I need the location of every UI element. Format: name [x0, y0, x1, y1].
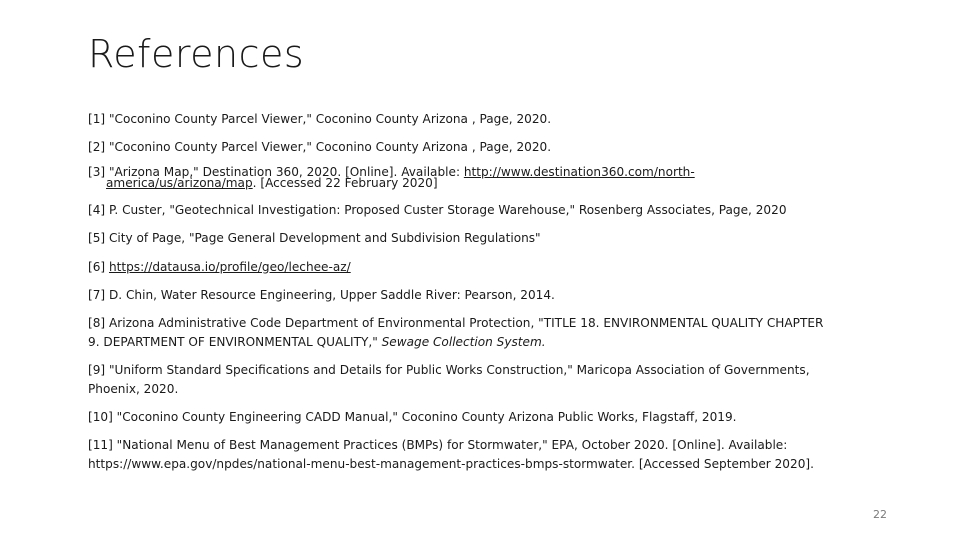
reference-item-7: [7] D. Chin, Water Resource Engineering, Upper Saddle River: Pearson, 2014.: [88, 288, 555, 303]
reference-item-10: [10] "Coconino County Engineering CADD Manual," Coconino County Arizona Public Works, Flagstaff, 2019.: [88, 410, 737, 425]
reference-6-prefix: [6]: [88, 259, 109, 274]
page-number: 22: [873, 508, 887, 521]
reference-item-3: [88, 164, 828, 191]
reference-item-11: [11] "National Menu of Best Management Practices (BMPs) for Stormwater," EPA, October 2020. [Online]. Available: https://www.epa.gov/npdes/national-menu-best-management-practices-bmps-stormwater. [Accessed September 2020].: [88, 438, 814, 471]
reference-list: [88, 110, 828, 483]
reference-8-text: [8] Arizona Administrative Code Department of Environmental Protection, "TITLE 18. ENVIRONMENTAL QUALITY CHAPTER 9. DEPARTMENT OF ENVIRONMENTAL QUALITY,": [88, 316, 824, 349]
reference-item-8: [88, 314, 828, 351]
reference-item-2: [2] "Coconino County Parcel Viewer," Coconino County Arizona , Page, 2020.: [88, 140, 552, 155]
reference-6-link[interactable]: https://datausa.io/profile/geo/lechee-az/: [108, 259, 351, 274]
reference-item-4: [4] P. Custer, "Geotechnical Investigation: Proposed Custer Storage Warehouse," Rosenberg Associates, Page, 2020: [88, 202, 787, 217]
reference-item-5: [5] City of Page, "Page General Development and Subdivision Regulations": [88, 231, 541, 246]
reference-item-9: [9] "Uniform Standard Specifications and Details for Public Works Construction," Maricopa Association of Governments, Phoenix, 2020.: [88, 363, 810, 396]
reference-item-6: [88, 258, 828, 276]
reference-3-text: [3] "Arizona Map," Destination 360, 2020. [Online]. Available:: [88, 164, 464, 179]
reference-item-1: [1] "Coconino County Parcel Viewer," Coconino County Arizona , Page, 2020.: [88, 112, 552, 126]
reference-3-link[interactable]: http://www.destination360.com/north-america/us/arizona/map: [106, 164, 695, 191]
reference-8-italic: Sewage Collection System.: [381, 334, 546, 349]
page-title: References: [88, 32, 305, 76]
reference-3-suffix: . [Accessed 22 February 2020]: [252, 176, 438, 191]
